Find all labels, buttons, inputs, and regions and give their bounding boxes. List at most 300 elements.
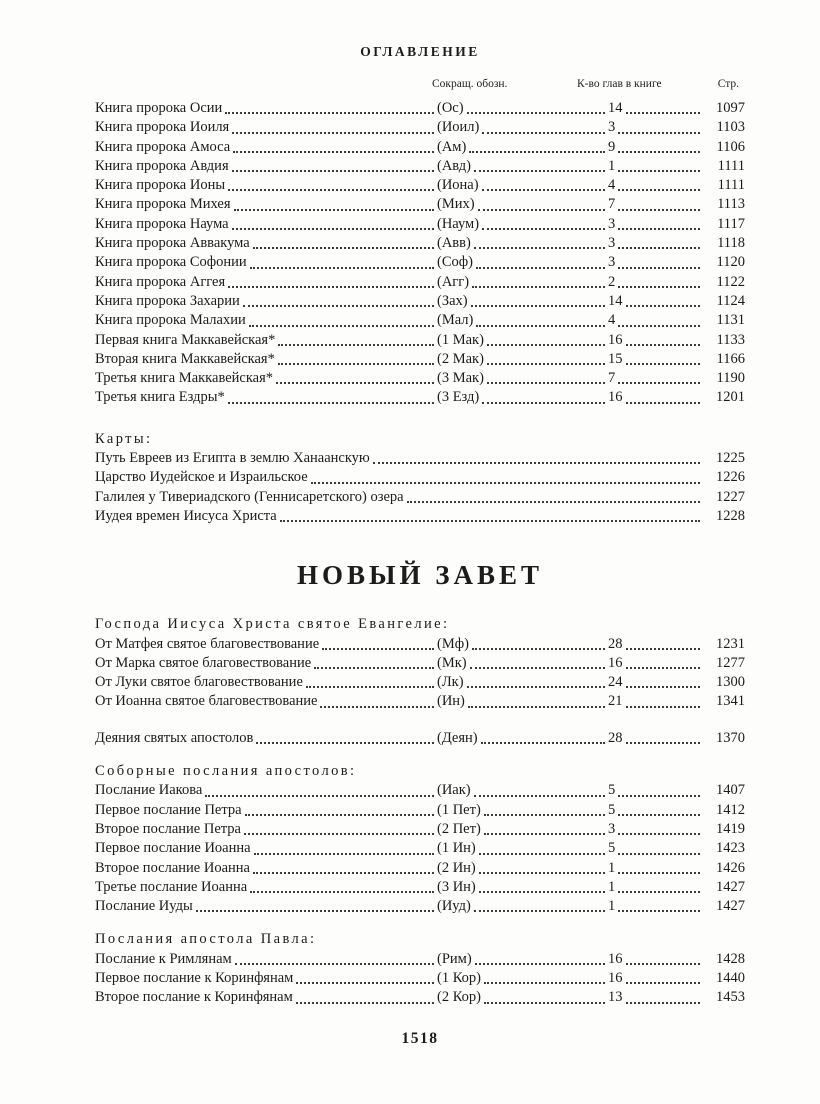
entry-chapter-count: 4 <box>608 312 616 329</box>
dot-leader <box>373 462 700 464</box>
dot-leader <box>250 891 434 893</box>
dot-leader <box>626 982 701 984</box>
entry-page-number: 1103 <box>716 119 745 136</box>
title-cell <box>95 839 437 858</box>
entry-title: Первое послание Петра <box>95 801 242 818</box>
chapter-count-cell <box>608 253 703 272</box>
title-cell <box>95 729 437 748</box>
abbreviation-cell <box>437 350 608 369</box>
entry-page-number: 1166 <box>716 350 745 367</box>
dot-leader <box>618 132 700 134</box>
entry-abbreviation: (3 Езд) <box>437 389 480 406</box>
title-cell <box>95 820 437 839</box>
column-header-abbreviation: Сокращ. обозн. <box>432 78 508 90</box>
entry-page-number: 1426 <box>716 859 745 876</box>
dot-leader <box>474 795 605 797</box>
dot-leader <box>296 982 434 984</box>
dot-leader <box>474 170 605 172</box>
entry-abbreviation: (Ин) <box>437 693 465 710</box>
entry-abbreviation: (Мф) <box>437 635 469 652</box>
acts-entries <box>95 729 745 748</box>
dot-leader <box>468 706 605 708</box>
toc-row <box>95 692 745 711</box>
entry-chapter-count: 13 <box>608 989 623 1006</box>
chapter-count-cell <box>608 673 703 692</box>
entry-page-number: 1300 <box>716 674 745 691</box>
dot-leader <box>296 1002 434 1004</box>
entry-title: Книга пророка Осии <box>95 100 223 116</box>
table-of-contents-page <box>95 44 745 1008</box>
chapter-count-cell <box>608 273 703 292</box>
abbreviation-cell <box>437 878 608 897</box>
dot-leader <box>484 982 605 984</box>
chapter-count-cell <box>608 234 703 253</box>
entry-title: Второе послание Петра <box>95 820 241 837</box>
entry-chapter-count: 3 <box>608 215 616 232</box>
toc-row <box>95 507 745 526</box>
dot-leader <box>311 482 700 484</box>
gospels-section <box>95 615 745 711</box>
entry-chapter-count: 3 <box>608 254 616 271</box>
entry-abbreviation: (Агг) <box>437 273 470 290</box>
entry-title: Книга пророка Аггея <box>95 273 226 290</box>
entry-abbreviation: (1 Ин) <box>437 840 476 857</box>
entry-page-number: 1190 <box>716 370 745 387</box>
dot-leader <box>626 1002 701 1004</box>
dot-leader <box>306 686 434 688</box>
dot-leader <box>475 963 605 965</box>
chapter-count-cell <box>608 138 703 157</box>
dot-leader <box>471 305 605 307</box>
dot-leader <box>482 189 605 191</box>
toc-row <box>95 273 745 292</box>
entry-abbreviation: (3 Мак) <box>437 370 484 387</box>
toc-row <box>95 729 745 748</box>
dot-leader <box>467 686 605 688</box>
column-header-page: Стр. <box>717 78 739 90</box>
dot-leader <box>245 814 434 816</box>
dot-leader <box>626 402 701 404</box>
entry-page-number: 1106 <box>716 138 745 155</box>
entry-page-number: 1111 <box>717 157 745 174</box>
abbreviation-cell <box>437 311 608 330</box>
entry-chapter-count: 1 <box>608 898 616 915</box>
dot-leader <box>314 667 434 669</box>
abbreviation-cell <box>437 388 608 407</box>
entry-title: Деяния святых апостолов <box>95 729 254 746</box>
dot-leader <box>626 344 701 346</box>
dot-leader <box>228 286 434 288</box>
entry-chapter-count: 16 <box>608 389 623 406</box>
abbreviation-cell <box>437 839 608 858</box>
title-cell <box>95 292 437 311</box>
new-testament-title: НОВЫЙ ЗАВЕТ <box>296 560 544 591</box>
entry-chapter-count: 14 <box>608 100 623 116</box>
chapter-count-cell <box>608 118 703 137</box>
dot-leader <box>280 520 700 522</box>
entry-title: Книга пророка Софонии <box>95 254 247 271</box>
abbreviation-cell <box>437 253 608 272</box>
dot-leader <box>482 402 605 404</box>
toc-row <box>95 234 745 253</box>
entry-title: Второе послание к Коринфянам <box>95 989 293 1006</box>
entry-title: Книга пророка Авдия <box>95 157 229 174</box>
dot-leader <box>618 286 700 288</box>
dot-leader <box>618 267 700 269</box>
gospels-heading: Господа Иисуса Христа святое Евангелие: <box>95 616 450 633</box>
entry-chapter-count: 5 <box>608 782 616 799</box>
entry-page-number: 1133 <box>716 331 745 348</box>
toc-row <box>95 878 745 897</box>
chapter-count-cell <box>608 729 703 748</box>
toc-row <box>95 138 745 157</box>
abbreviation-cell <box>437 635 608 654</box>
maps-heading: Карты: <box>95 430 153 447</box>
title-cell <box>95 801 437 820</box>
entry-chapter-count: 16 <box>608 969 623 986</box>
entry-title: Первая книга Маккавейская* <box>95 331 276 348</box>
entry-title: Книга пророка Иоиля <box>95 119 230 136</box>
dot-leader <box>482 132 605 134</box>
dot-leader <box>256 742 434 744</box>
dot-leader <box>484 833 605 835</box>
abbreviation-cell <box>437 859 608 878</box>
chapter-count-cell <box>608 692 703 711</box>
chapter-count-cell <box>608 820 703 839</box>
chapter-count-cell <box>608 215 703 234</box>
abbreviation-cell <box>437 820 608 839</box>
dot-leader <box>232 228 434 230</box>
entry-abbreviation: (Иуд) <box>437 898 471 915</box>
title-cell <box>95 118 437 137</box>
entry-title: Третья книга Ездры* <box>95 389 225 406</box>
toc-row <box>95 118 745 137</box>
pauline-epistles-section <box>95 930 745 1007</box>
entry-page-number: 1227 <box>716 488 745 505</box>
chapter-count-cell <box>608 331 703 350</box>
title-cell <box>95 635 437 654</box>
entry-abbreviation: (1 Мак) <box>437 331 484 348</box>
entry-abbreviation: (2 Ин) <box>437 859 476 876</box>
abbreviation-cell <box>437 215 608 234</box>
toc-row <box>95 781 745 800</box>
dot-leader <box>474 910 605 912</box>
chapter-count-cell <box>608 839 703 858</box>
dot-leader <box>474 247 605 249</box>
entry-chapter-count: 1 <box>608 859 616 876</box>
dot-leader <box>618 170 700 172</box>
toc-row <box>95 839 745 858</box>
title-cell <box>95 781 437 800</box>
toc-row <box>95 654 745 673</box>
dot-leader <box>225 112 434 114</box>
entry-page-number: 1428 <box>716 950 745 967</box>
abbreviation-cell <box>437 950 608 969</box>
entry-title: От Иоанна святое благовествование <box>95 693 318 710</box>
chapter-count-cell <box>608 878 703 897</box>
entry-title: Третье послание Иоанна <box>95 878 248 895</box>
entry-title: От Матфея святое благовествование <box>95 635 320 652</box>
old-testament-entries <box>95 99 745 408</box>
entry-title: Книга пророка Ионы <box>95 177 226 194</box>
toc-row <box>95 157 745 176</box>
entry-title: Путь Евреев из Египта в землю Ханаанскую <box>95 450 370 467</box>
dot-leader <box>205 795 434 797</box>
catholic-epistles-heading: Соборные послания апостолов: <box>95 763 357 780</box>
dot-leader <box>626 305 701 307</box>
dot-leader <box>228 402 434 404</box>
entry-page-number: 1131 <box>716 312 745 329</box>
gospels-entries <box>95 635 745 712</box>
entry-page-number: 1427 <box>716 898 745 915</box>
entry-page-number: 1122 <box>716 273 745 290</box>
entry-abbreviation: (Рим) <box>437 950 472 967</box>
dot-leader <box>618 814 700 816</box>
entry-chapter-count: 4 <box>608 177 616 194</box>
entry-page-number: 1113 <box>717 196 745 213</box>
entry-abbreviation: (Соф) <box>437 254 473 271</box>
dot-leader <box>479 853 605 855</box>
entry-title: Вторая книга Маккавейская* <box>95 350 275 367</box>
entry-chapter-count: 14 <box>608 292 623 309</box>
dot-leader <box>626 963 701 965</box>
title-cell <box>95 138 437 157</box>
dot-leader <box>626 648 701 650</box>
entry-abbreviation: (2 Кор) <box>437 989 481 1006</box>
entry-chapter-count: 5 <box>608 801 616 818</box>
acts-section <box>95 729 745 748</box>
chapter-count-cell <box>608 950 703 969</box>
dot-leader <box>478 209 605 211</box>
dot-leader <box>472 648 605 650</box>
chapter-count-cell <box>608 176 703 195</box>
entry-abbreviation: (Наум) <box>437 215 480 232</box>
column-header-chapter-count: К-во глав в книге <box>577 78 662 90</box>
chapter-count-cell <box>608 654 703 673</box>
toc-row <box>95 801 745 820</box>
column-header-spacer <box>95 78 432 90</box>
entry-page-number: 1419 <box>716 820 745 837</box>
entry-title: Галилея у Тивериадского (Геннисаретского) озера <box>95 488 404 505</box>
title-cell <box>95 388 437 407</box>
dot-leader <box>234 209 435 211</box>
title-cell <box>95 311 437 330</box>
entry-chapter-count: 15 <box>608 350 623 367</box>
abbreviation-cell <box>437 781 608 800</box>
chapter-count-cell <box>608 157 703 176</box>
dot-leader <box>618 209 700 211</box>
entry-page-number: 1423 <box>716 840 745 857</box>
dot-leader <box>484 814 605 816</box>
title-cell <box>95 859 437 878</box>
entry-chapter-count: 3 <box>608 235 616 252</box>
entry-abbreviation: (Деян) <box>437 729 478 746</box>
chapter-count-cell <box>608 311 703 330</box>
toc-row <box>95 311 745 330</box>
entry-title: Книга пророка Малахии <box>95 312 246 329</box>
pauline-epistles-heading: Послания апостола Павла: <box>95 931 317 948</box>
toc-row <box>95 449 745 468</box>
toc-row <box>95 99 745 118</box>
dot-leader <box>479 872 605 874</box>
dot-leader <box>618 872 700 874</box>
dot-leader <box>618 891 700 893</box>
entry-page-number: 1453 <box>716 989 745 1006</box>
chapter-count-cell <box>608 988 703 1007</box>
entry-page-number: 1228 <box>716 507 745 524</box>
toc-row <box>95 859 745 878</box>
abbreviation-cell <box>437 176 608 195</box>
entry-title: Первое послание Иоанна <box>95 840 251 857</box>
entry-abbreviation: (Иона) <box>437 177 479 194</box>
entry-abbreviation: (1 Кор) <box>437 969 481 986</box>
chapter-count-cell <box>608 635 703 654</box>
entry-chapter-count: 28 <box>608 729 623 746</box>
dot-leader <box>469 151 605 153</box>
toc-row <box>95 388 745 407</box>
maps-entries <box>95 449 745 526</box>
dot-leader <box>407 501 700 503</box>
abbreviation-cell <box>437 673 608 692</box>
title-cell <box>95 369 437 388</box>
abbreviation-cell <box>437 897 608 916</box>
toc-row <box>95 331 745 350</box>
chapter-count-cell <box>608 369 703 388</box>
entry-chapter-count: 21 <box>608 693 623 710</box>
entry-title: Книга пророка Аввакума <box>95 235 250 252</box>
entry-abbreviation: (Зах) <box>437 292 468 309</box>
chapter-count-cell <box>608 969 703 988</box>
toc-row <box>95 350 745 369</box>
title-cell <box>95 897 437 916</box>
dot-leader <box>618 853 700 855</box>
entry-abbreviation: (Ос) <box>437 100 464 116</box>
toc-row <box>95 820 745 839</box>
chapter-count-cell <box>608 292 703 311</box>
entry-page-number: 1120 <box>716 254 745 271</box>
dot-leader <box>243 305 434 307</box>
dot-leader <box>618 228 700 230</box>
title-cell <box>95 273 437 292</box>
catholic-epistles-entries <box>95 781 745 916</box>
entry-chapter-count: 1 <box>608 157 616 174</box>
entry-page-number: 1427 <box>716 878 745 895</box>
dot-leader <box>618 910 700 912</box>
entry-page-number: 1370 <box>716 729 745 746</box>
chapter-count-cell <box>608 859 703 878</box>
abbreviation-cell <box>437 369 608 388</box>
dot-leader <box>618 833 700 835</box>
abbreviation-cell <box>437 118 608 137</box>
entry-page-number: 1097 <box>716 100 745 116</box>
dot-leader <box>487 382 605 384</box>
title-cell <box>95 692 437 711</box>
toc-row <box>95 969 745 988</box>
toc-row <box>95 176 745 195</box>
title-cell <box>95 157 437 176</box>
entry-chapter-count: 1 <box>608 878 616 895</box>
dot-leader <box>484 1002 605 1004</box>
title-cell <box>95 99 437 118</box>
catholic-epistles-section <box>95 762 745 916</box>
chapter-count-cell <box>608 897 703 916</box>
title-cell <box>95 253 437 272</box>
entry-page-number: 1111 <box>717 177 745 194</box>
dot-leader <box>254 853 434 855</box>
entry-chapter-count: 28 <box>608 635 623 652</box>
entry-page-number: 1124 <box>716 292 745 309</box>
entry-abbreviation: (Мал) <box>437 312 474 329</box>
abbreviation-cell <box>437 969 608 988</box>
toc-row <box>95 988 745 1007</box>
entry-title: Второе послание Иоанна <box>95 859 250 876</box>
chapter-count-cell <box>608 781 703 800</box>
entry-title: От Луки святое благовествование <box>95 674 303 691</box>
entry-title: Послание к Римлянам <box>95 950 232 967</box>
entry-page-number: 1231 <box>716 635 745 652</box>
title-cell <box>95 215 437 234</box>
entry-abbreviation: (Авв) <box>437 235 471 252</box>
entry-abbreviation: (Ам) <box>437 138 467 155</box>
toc-row <box>95 673 745 692</box>
entry-page-number: 1226 <box>716 469 745 486</box>
title-cell <box>95 950 437 969</box>
title-cell <box>95 878 437 897</box>
dot-leader <box>472 286 605 288</box>
dot-leader <box>626 363 701 365</box>
title-cell <box>95 654 437 673</box>
abbreviation-cell <box>437 692 608 711</box>
title-cell <box>95 195 437 214</box>
dot-leader <box>470 667 605 669</box>
entry-title: Послание Иакова <box>95 782 203 799</box>
entry-abbreviation: (2 Пет) <box>437 820 481 837</box>
dot-leader <box>479 891 605 893</box>
dot-leader <box>253 247 434 249</box>
entry-title: Книга пророка Наума <box>95 215 229 232</box>
dot-leader <box>276 382 434 384</box>
toc-row <box>95 215 745 234</box>
toc-row <box>95 369 745 388</box>
dot-leader <box>626 706 701 708</box>
toc-row <box>95 635 745 654</box>
entry-abbreviation: (1 Пет) <box>437 801 481 818</box>
entry-abbreviation: (Лк) <box>437 674 464 691</box>
abbreviation-cell <box>437 292 608 311</box>
column-headers <box>95 78 745 90</box>
abbreviation-cell <box>437 801 608 820</box>
toc-row <box>95 488 745 507</box>
toc-row <box>95 468 745 487</box>
dot-leader <box>253 872 434 874</box>
abbreviation-cell <box>437 654 608 673</box>
dot-leader <box>626 686 701 688</box>
entry-title: Иудея времен Иисуса Христа <box>95 507 277 524</box>
abbreviation-cell <box>437 729 608 748</box>
dot-leader <box>278 344 434 346</box>
chapter-count-cell <box>608 99 703 118</box>
entry-abbreviation: (Мк) <box>437 654 467 671</box>
title-cell <box>95 350 437 369</box>
entry-title: Третья книга Маккавейская* <box>95 370 274 387</box>
entry-page-number: 1118 <box>717 235 745 252</box>
entry-abbreviation: (2 Мак) <box>437 350 484 367</box>
dot-leader <box>233 151 434 153</box>
chapter-count-cell <box>608 195 703 214</box>
dot-leader <box>618 795 700 797</box>
dot-leader <box>232 170 434 172</box>
entry-chapter-count: 7 <box>608 196 616 213</box>
